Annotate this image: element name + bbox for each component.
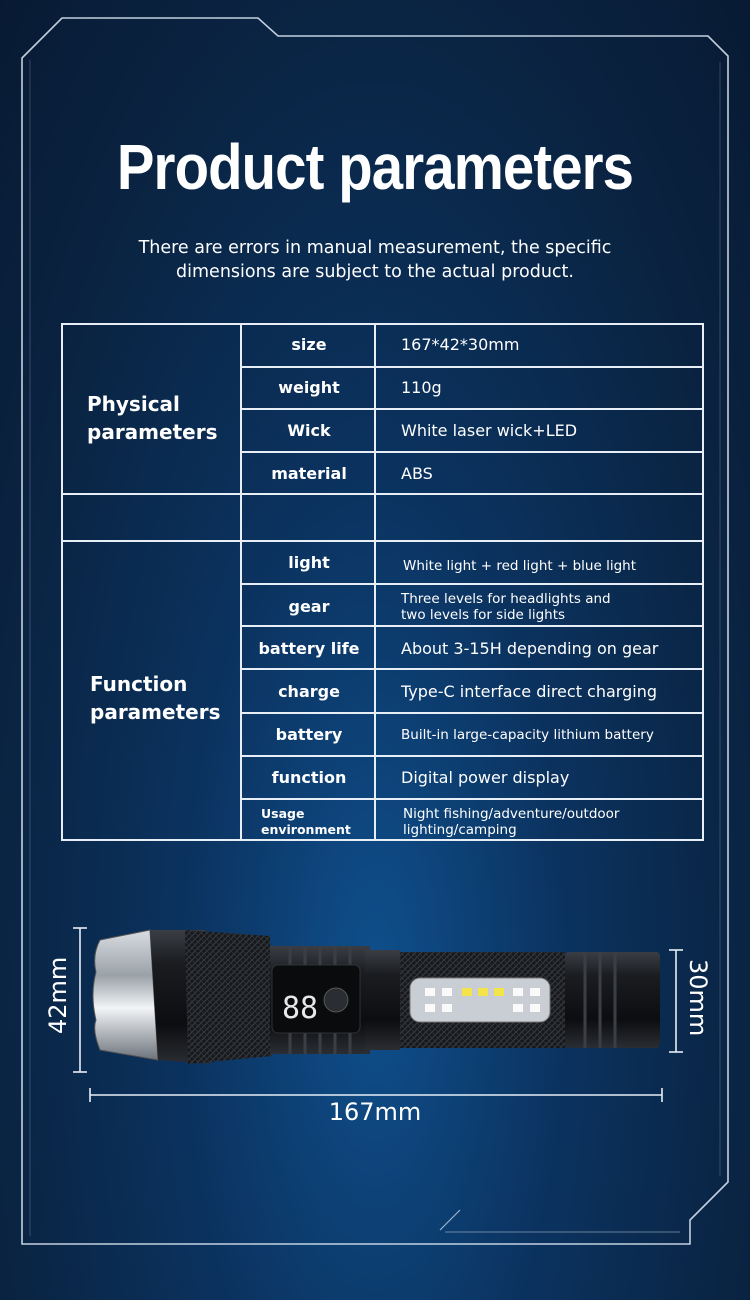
dimension-length-label: 167mm — [328, 1098, 422, 1126]
row-label-battery-life: battery life — [258, 639, 360, 658]
row-value-charge: Type-C interface direct charging — [401, 682, 657, 701]
row-label-wick: Wick — [287, 421, 331, 440]
subtitle-line-2: dimensions are subject to the actual product. — [176, 262, 574, 282]
physical-parameters-title: Physical parameters — [87, 392, 218, 444]
row-label-light: light — [288, 553, 330, 572]
subtitle-line-1: There are errors in manual measurement, the specific — [138, 238, 612, 258]
function-parameters-title: Function parameters — [90, 672, 221, 724]
row-value-battery: Built-in large-capacity lithium battery — [401, 727, 654, 743]
row-label-function: function — [271, 768, 347, 787]
row-value-size: 167*42*30mm — [401, 335, 520, 354]
row-label-charge: charge — [278, 682, 340, 701]
row-value-usage-environment: Night fishing/adventure/outdoor lighting/camping — [403, 806, 620, 838]
row-value-material: ABS — [401, 464, 433, 483]
dimension-height-label: 42mm — [44, 956, 72, 1034]
dimension-width-label: 30mm — [684, 959, 712, 1037]
row-value-wick: White laser wick+LED — [401, 421, 578, 440]
row-value-battery-life: About 3-15H depending on gear — [401, 639, 659, 658]
row-value-gear: Three levels for headlights and two levels for side lights — [401, 591, 611, 623]
row-label-size: size — [291, 335, 327, 354]
row-label-gear: gear — [288, 597, 330, 616]
row-value-function: Digital power display — [401, 768, 570, 787]
page-title: Product parameters — [116, 131, 634, 203]
row-label-battery: battery — [275, 725, 343, 744]
row-value-weight: 110g — [401, 378, 442, 397]
row-label-usage-environment: Usage environment — [261, 806, 351, 837]
row-value-light: White light + red light + blue light — [403, 558, 636, 574]
row-label-weight: weight — [278, 378, 340, 397]
digital-display: 88 — [282, 991, 319, 1026]
row-label-material: material — [271, 464, 347, 483]
